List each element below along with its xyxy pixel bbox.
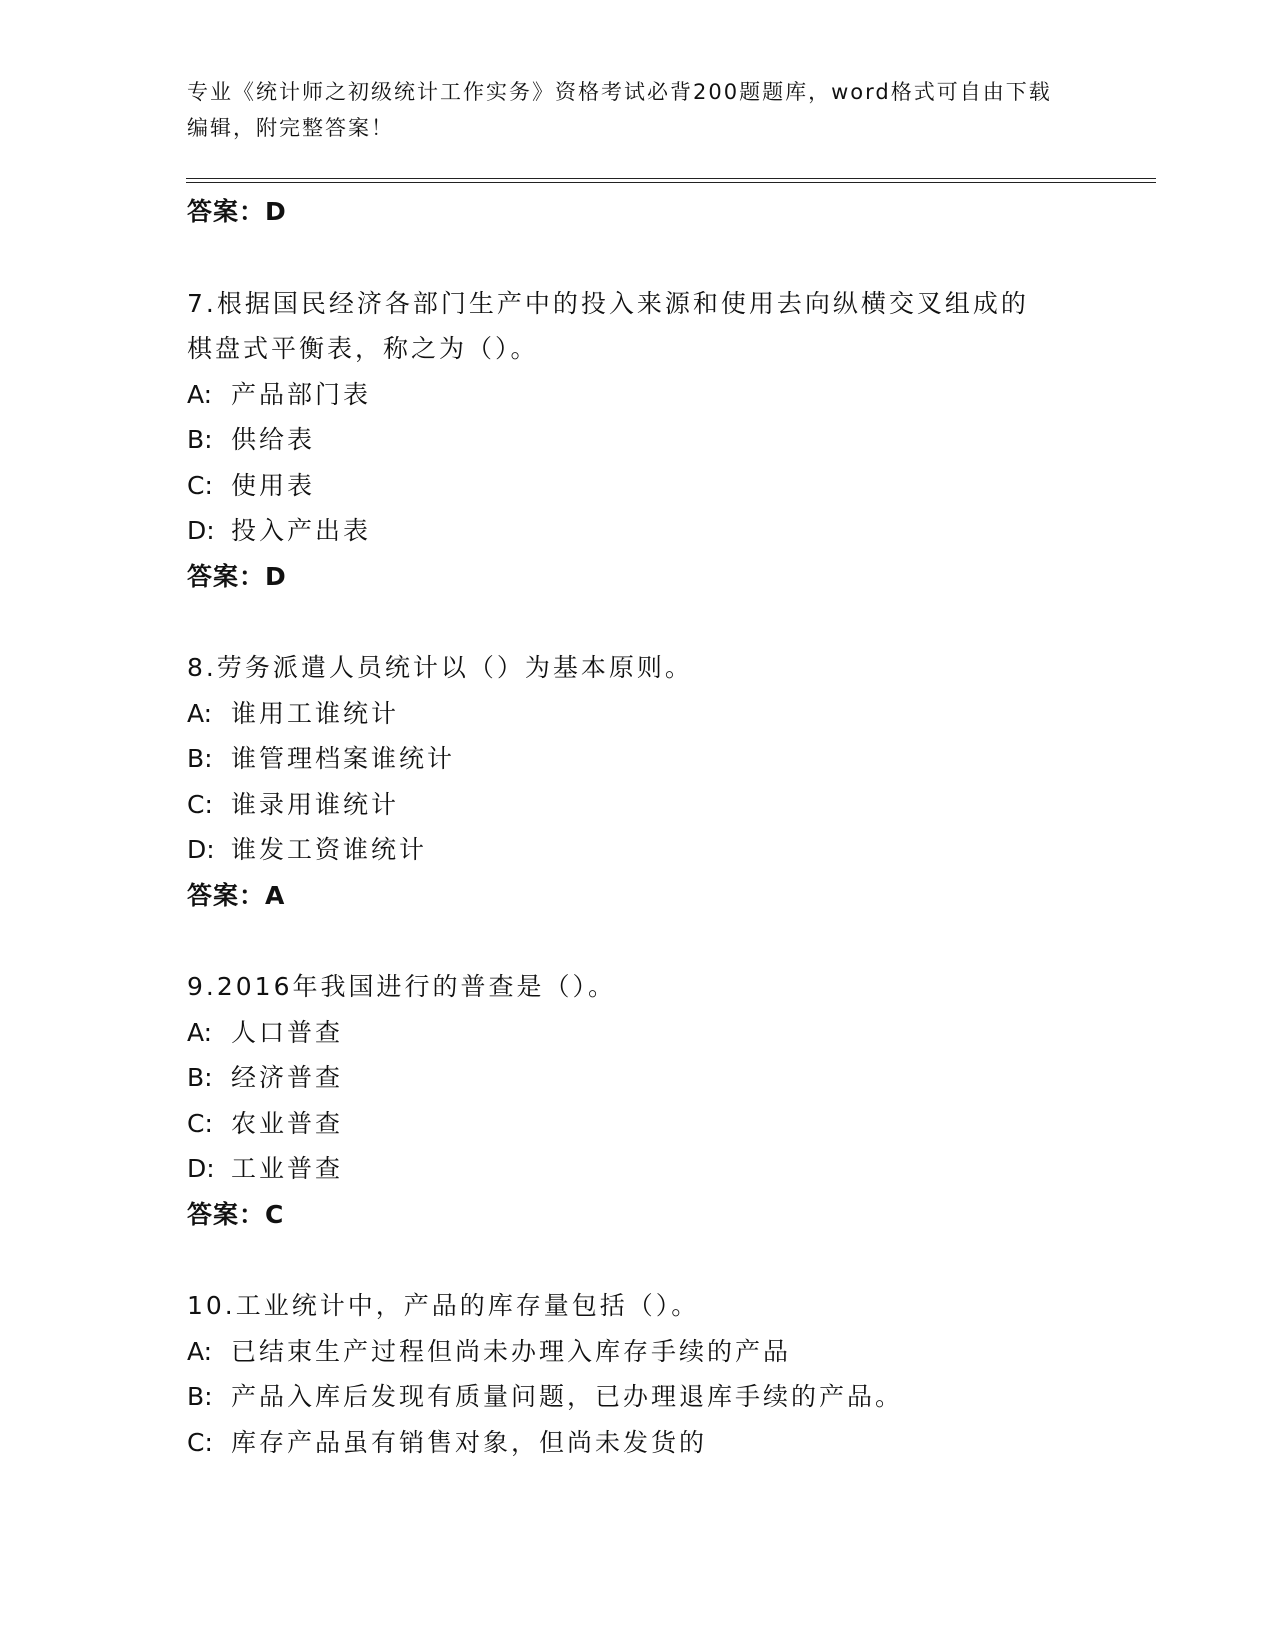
header-divider bbox=[186, 178, 1156, 183]
answer-line: 答案：D bbox=[187, 197, 287, 226]
option-text: 谁录用谁统计 bbox=[231, 789, 400, 819]
option-text: 谁发工资谁统计 bbox=[231, 835, 428, 864]
option-a bbox=[187, 1329, 1137, 1375]
option-b bbox=[187, 1055, 1137, 1101]
question-stem: 7.根据国民经济各部门生产中的投入来源和使用去向纵横交叉组成的 bbox=[187, 288, 1029, 318]
option-d bbox=[187, 827, 1137, 873]
option-text: 供给表 bbox=[231, 425, 316, 454]
question-stem: 10.工业统计中，产品的库存量包括（）。 bbox=[187, 1291, 700, 1320]
option-label: D: bbox=[187, 516, 215, 545]
spacer bbox=[187, 1237, 1137, 1283]
question-9 bbox=[187, 964, 1137, 1237]
option-label: D: bbox=[187, 835, 215, 864]
option-label: B: bbox=[187, 425, 213, 454]
option-label: D: bbox=[187, 1154, 215, 1183]
option-b bbox=[187, 736, 1137, 782]
option-a bbox=[187, 1010, 1137, 1056]
option-a bbox=[187, 691, 1137, 737]
spacer bbox=[187, 235, 1137, 281]
option-text: 库存产品虽有销售对象，但尚未发货的 bbox=[231, 1427, 708, 1457]
option-text: 经济普查 bbox=[231, 1063, 344, 1092]
option-label: A: bbox=[187, 1336, 213, 1366]
question-list bbox=[187, 189, 1137, 1465]
question-stem-continued: 棋盘式平衡表，称之为（）。 bbox=[187, 334, 539, 363]
option-c bbox=[187, 1420, 1137, 1466]
question-8 bbox=[187, 645, 1137, 918]
answer-line: 答案：C bbox=[187, 1199, 285, 1229]
option-text: 谁管理档案谁统计 bbox=[231, 744, 456, 773]
question-stem: 8.劳务派遣人员统计以（）为基本原则。 bbox=[187, 653, 693, 682]
option-label: C: bbox=[187, 789, 213, 819]
option-label: A: bbox=[187, 379, 213, 409]
option-d bbox=[187, 1146, 1137, 1192]
option-text: 人口普查 bbox=[231, 1017, 344, 1047]
option-text: 产品入库后发现有质量问题，已办理退库手续的产品。 bbox=[231, 1382, 904, 1411]
option-c bbox=[187, 463, 1137, 509]
option-label: B: bbox=[187, 1063, 213, 1092]
option-b bbox=[187, 1374, 1137, 1420]
option-text: 产品部门表 bbox=[231, 379, 372, 409]
option-text: 投入产出表 bbox=[231, 516, 372, 545]
option-text: 使用表 bbox=[231, 470, 316, 500]
option-text: 工业普查 bbox=[231, 1154, 344, 1183]
option-label: C: bbox=[187, 470, 213, 500]
option-label: A: bbox=[187, 1017, 213, 1047]
option-label: A: bbox=[187, 698, 213, 728]
option-c bbox=[187, 1101, 1137, 1147]
answer-line: 答案：D bbox=[187, 561, 287, 591]
option-c bbox=[187, 782, 1137, 828]
spacer bbox=[187, 918, 1137, 964]
option-label: B: bbox=[187, 744, 213, 773]
option-b bbox=[187, 417, 1137, 463]
question-10 bbox=[187, 1283, 1137, 1465]
question-7 bbox=[187, 281, 1137, 600]
option-text: 农业普查 bbox=[231, 1108, 344, 1138]
spacer bbox=[187, 599, 1137, 645]
option-a bbox=[187, 372, 1137, 418]
option-text: 已结束生产过程但尚未办理入库存手续的产品 bbox=[231, 1336, 792, 1366]
answer-line: 答案：A bbox=[187, 880, 286, 910]
option-d bbox=[187, 508, 1137, 554]
option-label: C: bbox=[187, 1427, 213, 1457]
option-text: 谁用工谁统计 bbox=[231, 698, 400, 728]
option-label: B: bbox=[187, 1382, 213, 1411]
question-stem: 9.2016年我国进行的普查是（）。 bbox=[187, 972, 616, 1001]
option-label: C: bbox=[187, 1108, 213, 1138]
page-header: 专业《统计师之初级统计工作实务》资格考试必背200题题库，word格式可自由下载编辑，附完整答案！ bbox=[187, 80, 1052, 140]
